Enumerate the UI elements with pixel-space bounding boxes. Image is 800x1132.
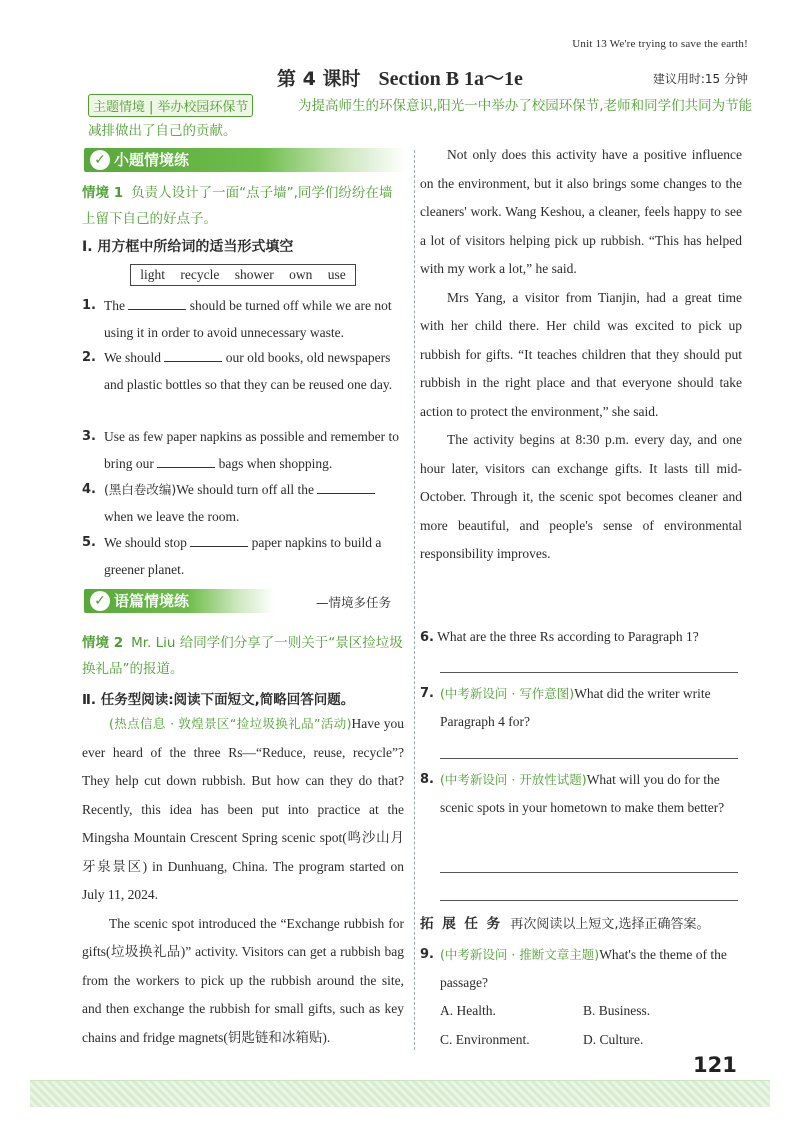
option-d[interactable]: D. Culture.: [583, 1032, 644, 1047]
column-divider: [414, 150, 415, 1050]
question-5: 5. We should stop paper napkins to build a greener planet.: [82, 535, 382, 577]
answer-line[interactable]: [440, 900, 738, 901]
question-1: 1. The should be turned off while we are not using it in order to avoid unnecessary waste.: [82, 298, 392, 340]
check-icon: ✓: [90, 150, 110, 170]
paragraph-4: Mrs Yang, a visitor from Tianjin, had a great time with her child there. Her child was excited to pick up rubbish for gifts. “It teaches children that they should put rubbish in the right place and that everyone should take action to protect the environment,” she said.: [420, 289, 742, 419]
reading-banner-label: 语篇情境练: [114, 592, 190, 610]
theme-label: 主题情境: [93, 100, 146, 115]
answer-line[interactable]: [440, 758, 738, 759]
theme-box: 主题情境 | 举办校园环保节: [88, 94, 253, 117]
reading-banner: [84, 589, 274, 613]
question-2: 2. We should our old books, old newspapers and plastic bottles so that they can be reused one day.: [82, 350, 393, 392]
scene-1: [82, 180, 404, 232]
task-2-title: Ⅱ. 任务型阅读:阅读下面短文,简略回答问题。: [82, 692, 355, 708]
extension-task: [420, 912, 750, 932]
banner-note: —情境多任务: [316, 595, 392, 610]
answer-blank[interactable]: [317, 481, 375, 494]
question-7: 7. (中考新设问 · 写作意图)What did the writer write Paragraph 4 for?: [420, 686, 711, 729]
option-c[interactable]: C. Environment.: [440, 1032, 530, 1047]
option-a[interactable]: A. Health.: [440, 1003, 496, 1018]
paragraph-1: (热点信息 · 敦煌景区“捡垃圾换礼品”活动)Have you ever heard of the three Rs—“Reduce, reuse, recycle”? They help cut down rubbish. But how can they do that? Recently, this idea has been put into practice at the Mingsha Mountain Crescent Spring scenic spot(鸣沙山月牙泉景区) in Dunhuang, China. The program started on July 11, 2024.: [82, 716, 404, 902]
extension-title: 拓 展 任 务: [420, 916, 503, 932]
theme-topic: 举办校园环保节: [157, 100, 249, 115]
footer-band: [30, 1080, 770, 1107]
section-title: Section B 1a～1e: [378, 68, 523, 90]
task-1-title: Ⅰ. 用方框中所给词的适当形式填空: [82, 239, 294, 255]
lesson-number: 第 4 课时: [277, 68, 361, 90]
unit-header: Unit 13 We're trying to save the earth!: [572, 38, 748, 50]
paragraph-2: The scenic spot introduced the “Exchange rubbish for gifts(垃圾换礼品)” activity. Visitors can get a rubbish bag from the workers to pick up the rubbish around the site, and then exchange the rubbish for small gifts, such as key chains and fridge magnets(钥匙链和冰箱贴).: [82, 915, 404, 1045]
paragraph-5: The activity begins at 8:30 p.m. every day, and one hour later, visitors can exchange gifts. It lasts till mid-October. Through it, the scenic spot becomes cleaner and more beautiful, and people's sense of environmental responsibility improves.: [420, 432, 742, 561]
page-number: 121: [693, 1053, 737, 1077]
theme-text: 为提高师生的环保意识,阳光一中举办了校园环保节,老师和同学们共同为节能减排做出了自己的贡献。: [88, 98, 753, 139]
scene-2-label: 情境 2: [82, 635, 124, 651]
question-3: 3. Use as few paper napkins as possible and remember to bring our bags when shopping.: [82, 429, 400, 471]
answer-blank[interactable]: [164, 349, 222, 362]
answer-blank[interactable]: [128, 297, 186, 310]
scene-1-label: 情境 1: [82, 185, 124, 201]
passage-tag: (热点信息 · 敦煌景区“捡垃圾换礼品”活动): [109, 716, 352, 731]
exercise-banner-label: 小题情境练: [114, 151, 190, 169]
answer-line[interactable]: [440, 672, 738, 673]
extension-instruction: 再次阅读以上短文,选择正确答案。: [510, 917, 710, 932]
passage-right: [420, 141, 742, 569]
time-hint: 建议用时:15 分钟: [652, 72, 748, 86]
answer-blank[interactable]: [157, 455, 215, 468]
scene-2-text: Mr. Liu 给同学们分享了一则关于“景区捡垃圾换礼品”的报道。: [82, 635, 403, 677]
paragraph-3: Not only does this activity have a positive influence on the environment, but it also brings some changes to the cleaners' work. Wang Keshou, a cleaner, feels happy to see a lot of visitors helping pick up rubbish. “This has helped with my work a lot,” he said.: [420, 147, 742, 276]
question-6: 6. What are the three Rs according to Paragraph 1?: [420, 629, 699, 645]
check-icon: ✓: [90, 591, 110, 611]
question-9: 9. (中考新设问 · 推断文章主题)What's the theme of the passage?: [420, 947, 727, 990]
option-b[interactable]: B. Business.: [583, 1003, 651, 1018]
answer-blank[interactable]: [190, 534, 248, 547]
question-4: 4. (黑白卷改编)We should turn off all the when we leave the room.: [82, 477, 404, 530]
question-8: 8. (中考新设问 · 开放性试题)What will you do for the scenic spots in your hometown to make them better?: [420, 772, 725, 815]
scene-1-text: 负责人设计了一面“点子墙”,同学们纷纷在墙上留下自己的好点子。: [82, 185, 393, 227]
answer-line[interactable]: [440, 872, 738, 873]
exercise-banner: [84, 148, 406, 172]
scene-2: [82, 630, 404, 682]
word-box: light recycle shower own use: [130, 264, 356, 286]
passage-left: [82, 710, 404, 1052]
